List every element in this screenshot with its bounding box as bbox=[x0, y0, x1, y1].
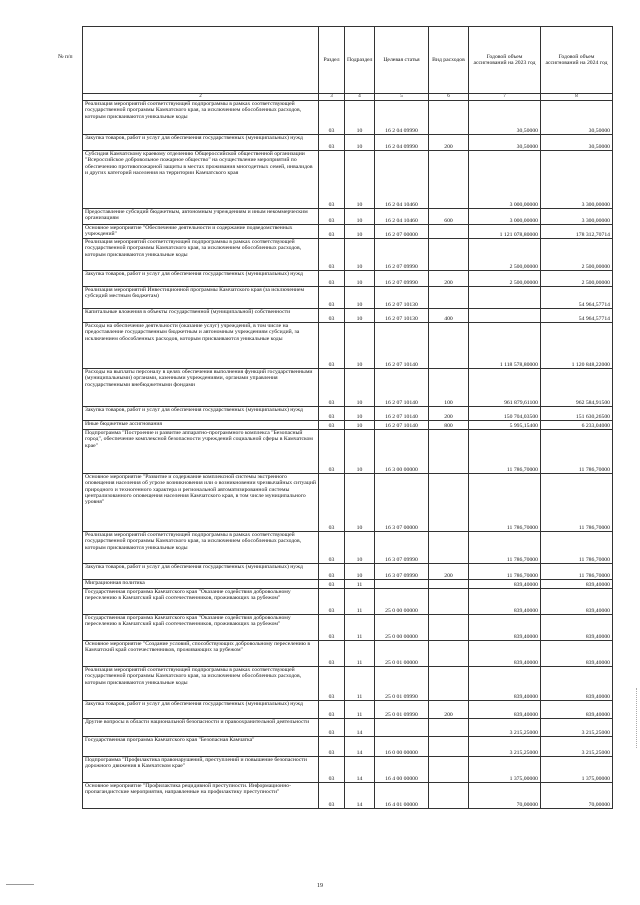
cell-y2024: 3 300,00000 bbox=[541, 209, 613, 225]
cell-statya bbox=[375, 580, 429, 589]
cell-y2023 bbox=[469, 309, 541, 323]
cell-razdel: 03 bbox=[319, 615, 345, 641]
cell-vid: 600 bbox=[429, 209, 469, 225]
cell-vid bbox=[429, 532, 469, 564]
cell-name: Закупка товаров, работ и услуг для обеспечения государственных (муниципальных) нужд bbox=[83, 407, 319, 421]
cell-statya: 16 2 07 10140 bbox=[375, 323, 429, 369]
cell-statya: 16 0 00 00000 bbox=[375, 737, 429, 757]
page-number: 19 bbox=[317, 883, 323, 889]
cell-y2024: 151 630,26500 bbox=[541, 407, 613, 421]
cell-podrazdel: 11 bbox=[345, 641, 375, 667]
column-number: 2 bbox=[83, 94, 319, 101]
cell-vid bbox=[429, 323, 469, 369]
cell-podrazdel: 10 bbox=[345, 135, 375, 151]
cell-podrazdel: 10 bbox=[345, 323, 375, 369]
cell-y2023: 11 786,70000 bbox=[469, 532, 541, 564]
cell-name: Закупка товаров, работ и услуг для обеспечения государственных (муниципальных) нужд bbox=[83, 271, 319, 287]
cell-statya: 16 2 07 10130 bbox=[375, 309, 429, 323]
column-number: 3 bbox=[319, 94, 345, 101]
cell-name: Закупка товаров, работ и услуг для обеспечения государственных (муниципальных) нужд bbox=[83, 135, 319, 151]
table-row bbox=[83, 719, 613, 737]
cell-y2024: 54 964,57714 bbox=[541, 287, 613, 309]
cell-y2024: 178 312,70714 bbox=[541, 225, 613, 239]
table-row bbox=[83, 737, 613, 757]
cell-statya: 25 0 01 09990 bbox=[375, 667, 429, 701]
cell-y2024: 30,50000 bbox=[541, 135, 613, 151]
cell-y2024: 11 786,70000 bbox=[541, 564, 613, 580]
cell-statya: 16 2 07 00000 bbox=[375, 225, 429, 239]
cell-razdel: 03 bbox=[319, 701, 345, 719]
cell-statya: 16 4 01 00000 bbox=[375, 783, 429, 809]
cell-razdel: 03 bbox=[319, 101, 345, 135]
cell-y2024: 839,40000 bbox=[541, 701, 613, 719]
cell-name: Предоставление субсидий бюджетным, автономным учреждениям и иным некоммерческим организациям bbox=[83, 209, 319, 225]
cell-statya: 16 3 07 09990 bbox=[375, 532, 429, 564]
cell-y2024: 1 375,00000 bbox=[541, 757, 613, 783]
cell-name: Реализация мероприятий соответствующей подпрограммы в рамках соответствующей государственной программы Камчатского края, за исключением обособленных расходов, которым присваиваются уникальные коды bbox=[83, 101, 319, 135]
cell-podrazdel: 11 bbox=[345, 580, 375, 589]
cell-razdel: 03 bbox=[319, 564, 345, 580]
cell-podrazdel: 10 bbox=[345, 309, 375, 323]
cell-y2024: 11 786,70000 bbox=[541, 532, 613, 564]
header-2024: Годовой объем ассигнований на 2024 год bbox=[541, 27, 613, 94]
cell-y2023: 839,40000 bbox=[469, 641, 541, 667]
header-podrazdel: Подраздел bbox=[345, 27, 375, 94]
cell-podrazdel: 10 bbox=[345, 287, 375, 309]
cell-name: Иные бюджетные ассигнования bbox=[83, 421, 319, 430]
cell-podrazdel: 10 bbox=[345, 564, 375, 580]
cell-statya: 16 2 07 10140 bbox=[375, 421, 429, 430]
cell-razdel: 03 bbox=[319, 309, 345, 323]
cell-y2024: 11 786,70000 bbox=[541, 474, 613, 532]
cell-y2023: 839,40000 bbox=[469, 589, 541, 615]
cell-vid bbox=[429, 287, 469, 309]
cell-y2024: 839,40000 bbox=[541, 641, 613, 667]
cell-statya: 16 4 00 00000 bbox=[375, 757, 429, 783]
cell-y2024: 6 233,04000 bbox=[541, 421, 613, 430]
cell-y2023: 3 000,00000 bbox=[469, 209, 541, 225]
cell-vid: 200 bbox=[429, 271, 469, 287]
table-row bbox=[83, 667, 613, 701]
cell-y2023: 1 118 578,80000 bbox=[469, 323, 541, 369]
cell-y2023: 11 786,70000 bbox=[469, 474, 541, 532]
cell-y2024: 70,00000 bbox=[541, 783, 613, 809]
column-number: 7 bbox=[469, 94, 541, 101]
table-row bbox=[83, 135, 613, 151]
cell-name: Реализация мероприятий соответствующей подпрограммы в рамках соответствующей государственной программы Камчатского края, за исключением обособленных расходов, которым присваиваются уникальные коды bbox=[83, 239, 319, 271]
table-row bbox=[83, 641, 613, 667]
cell-y2023: 3 215,25000 bbox=[469, 719, 541, 737]
cell-razdel: 03 bbox=[319, 532, 345, 564]
cell-podrazdel: 11 bbox=[345, 615, 375, 641]
cell-vid bbox=[429, 474, 469, 532]
cell-name: Реализация мероприятий соответствующей подпрограммы в рамках соответствующей государственной программы Камчатского края, за исключением обособленных расходов, которым присваиваются уникальные коды bbox=[83, 667, 319, 701]
table-row bbox=[83, 323, 613, 369]
cell-name: Капитальные вложения в объекты государственной (муниципальной) собственности bbox=[83, 309, 319, 323]
table-row bbox=[83, 783, 613, 809]
cell-y2023: 3 215,25000 bbox=[469, 737, 541, 757]
cell-vid bbox=[429, 719, 469, 737]
cell-name: Государственная программа Камчатского края "Оказание содействия добровольному переселению в Камчатский край соотечественников, проживающих за рубежом" bbox=[83, 615, 319, 641]
cell-vid: 200 bbox=[429, 564, 469, 580]
cell-y2023: 11 786,70000 bbox=[469, 430, 541, 474]
cell-name: Закупка товаров, работ и услуг для обеспечения государственных (муниципальных) нужд bbox=[83, 564, 319, 580]
cell-razdel: 03 bbox=[319, 209, 345, 225]
cell-statya bbox=[375, 719, 429, 737]
cell-podrazdel: 10 bbox=[345, 239, 375, 271]
cell-razdel: 03 bbox=[319, 641, 345, 667]
cell-y2024: 839,40000 bbox=[541, 667, 613, 701]
table-row bbox=[83, 421, 613, 430]
table-row bbox=[83, 701, 613, 719]
cell-razdel: 03 bbox=[319, 589, 345, 615]
cell-vid: 100 bbox=[429, 369, 469, 407]
cell-y2024: 839,40000 bbox=[541, 615, 613, 641]
table-row bbox=[83, 151, 613, 209]
cell-vid: 200 bbox=[429, 701, 469, 719]
cell-y2024: 1 120 848,22000 bbox=[541, 323, 613, 369]
cell-razdel: 03 bbox=[319, 151, 345, 209]
cell-razdel: 03 bbox=[319, 225, 345, 239]
table-row bbox=[83, 532, 613, 564]
cell-vid bbox=[429, 225, 469, 239]
header-name bbox=[83, 27, 319, 94]
cell-y2023 bbox=[469, 287, 541, 309]
cell-vid bbox=[429, 580, 469, 589]
cell-name: Реализация мероприятий Инвестиционной программы Камчатского края (за исключением субсидий местным бюджетам) bbox=[83, 287, 319, 309]
cell-y2023: 70,00000 bbox=[469, 783, 541, 809]
cell-y2024: 3 215,25000 bbox=[541, 737, 613, 757]
cell-name: Другие вопросы в области национальной безопасности и правоохранительной деятельности bbox=[83, 719, 319, 737]
cell-name: Реализация мероприятий соответствующей подпрограммы в рамках соответствующей государственной программы Камчатского края, за исключением обособленных расходов, которым присваиваются уникальные коды bbox=[83, 532, 319, 564]
table-row bbox=[83, 239, 613, 271]
cell-vid bbox=[429, 667, 469, 701]
cell-y2023: 839,40000 bbox=[469, 615, 541, 641]
cell-razdel: 03 bbox=[319, 421, 345, 430]
cell-podrazdel: 10 bbox=[345, 225, 375, 239]
cell-statya: 16 3 07 09990 bbox=[375, 564, 429, 580]
cell-y2024: 11 786,70000 bbox=[541, 430, 613, 474]
cell-y2024: 2 500,00000 bbox=[541, 239, 613, 271]
cell-statya: 16 2 04 09990 bbox=[375, 101, 429, 135]
cell-y2023: 1 121 078,80000 bbox=[469, 225, 541, 239]
cell-vid: 200 bbox=[429, 407, 469, 421]
cell-y2023: 30,50000 bbox=[469, 101, 541, 135]
cell-vid bbox=[429, 783, 469, 809]
header-vid: Вид расходов bbox=[429, 27, 469, 94]
cell-podrazdel: 10 bbox=[345, 369, 375, 407]
cell-statya: 16 2 04 10460 bbox=[375, 151, 429, 209]
cell-podrazdel: 10 bbox=[345, 151, 375, 209]
cell-y2024: 2 500,00000 bbox=[541, 271, 613, 287]
cell-statya: 16 2 07 10140 bbox=[375, 369, 429, 407]
cell-y2024: 839,40000 bbox=[541, 589, 613, 615]
column-number: 5 bbox=[375, 94, 429, 101]
cell-y2024: 3 300,00000 bbox=[541, 151, 613, 209]
cell-y2023: 2 500,00000 bbox=[469, 271, 541, 287]
cell-vid bbox=[429, 757, 469, 783]
cell-y2023: 839,40000 bbox=[469, 701, 541, 719]
cell-vid bbox=[429, 737, 469, 757]
cell-podrazdel: 10 bbox=[345, 532, 375, 564]
cell-y2023: 2 500,00000 bbox=[469, 239, 541, 271]
cell-y2024: 3 215,25000 bbox=[541, 719, 613, 737]
cell-razdel: 03 bbox=[319, 737, 345, 757]
cell-y2023: 961 879,61100 bbox=[469, 369, 541, 407]
cell-razdel: 03 bbox=[319, 667, 345, 701]
cell-name: Основное мероприятие "Развитие и содержание комплексной системы экстренного оповещения населения об угрозе возникновения или о возникновении чрезвычайных ситуаций природного и техногенного характера и региональной автоматизированной системы централизованного оповещения населения Камчатского края, в том числе муниципального уровня" bbox=[83, 474, 319, 532]
cell-name: Основное мероприятие "Профилактика рецидивной преступности. Информационно-пропагандистские мероприятия, направленные на профилактику преступности" bbox=[83, 783, 319, 809]
cell-razdel: 03 bbox=[319, 239, 345, 271]
cell-vid bbox=[429, 615, 469, 641]
cell-statya: 25 0 00 00000 bbox=[375, 615, 429, 641]
table-row bbox=[83, 564, 613, 580]
cell-name: Подпрограмма "Построение и развитие аппаратно-программного комплекса "Безопасный город", обеспечение комплексной безопасности учреждений социальной сферы в Камчатском крае" bbox=[83, 430, 319, 474]
cell-podrazdel: 14 bbox=[345, 737, 375, 757]
cell-y2023: 5 995,15400 bbox=[469, 421, 541, 430]
cell-razdel: 03 bbox=[319, 474, 345, 532]
cell-name: Подпрограмма "Профилактика правонарушений, преступлений и повышение безопасности дорожного движения в Камчатском крае" bbox=[83, 757, 319, 783]
cell-statya: 16 2 07 09990 bbox=[375, 239, 429, 271]
cell-name: Миграционная политика bbox=[83, 580, 319, 589]
cell-statya: 25 0 01 09990 bbox=[375, 701, 429, 719]
table-row bbox=[83, 287, 613, 309]
cell-statya: 16 3 07 00000 bbox=[375, 474, 429, 532]
cell-razdel: 03 bbox=[319, 757, 345, 783]
table-row bbox=[83, 225, 613, 239]
cell-podrazdel: 14 bbox=[345, 757, 375, 783]
header-row bbox=[83, 27, 613, 94]
header-2023: Годовой объем ассигнований на 2023 год bbox=[469, 27, 541, 94]
cell-statya: 25 0 01 00000 bbox=[375, 641, 429, 667]
cell-podrazdel: 10 bbox=[345, 209, 375, 225]
column-number: 8 bbox=[541, 94, 613, 101]
table-row bbox=[83, 369, 613, 407]
table-row bbox=[83, 407, 613, 421]
cell-statya: 16 2 04 09990 bbox=[375, 135, 429, 151]
cell-vid bbox=[429, 101, 469, 135]
cell-y2023: 150 704,03500 bbox=[469, 407, 541, 421]
cell-name: Основное мероприятие "Обеспечение деятельности и содержание подведомственных учреждений" bbox=[83, 225, 319, 239]
budget-table-sheet bbox=[82, 26, 612, 809]
cell-y2024: 839,40000 bbox=[541, 580, 613, 589]
cell-podrazdel: 14 bbox=[345, 719, 375, 737]
cell-vid bbox=[429, 430, 469, 474]
cell-y2024: 962 584,91500 bbox=[541, 369, 613, 407]
cell-podrazdel: 10 bbox=[345, 271, 375, 287]
cell-statya: 25 0 00 00000 bbox=[375, 589, 429, 615]
cell-razdel: 03 bbox=[319, 719, 345, 737]
column-number-row bbox=[83, 94, 613, 101]
cell-razdel: 03 bbox=[319, 271, 345, 287]
cell-vid: 200 bbox=[429, 135, 469, 151]
cell-podrazdel: 10 bbox=[345, 430, 375, 474]
cell-statya: 16 3 00 00000 bbox=[375, 430, 429, 474]
cell-y2023: 3 000,00000 bbox=[469, 151, 541, 209]
cell-podrazdel: 11 bbox=[345, 589, 375, 615]
cell-razdel: 03 bbox=[319, 323, 345, 369]
cell-razdel: 03 bbox=[319, 287, 345, 309]
cell-y2023: 11 786,70000 bbox=[469, 564, 541, 580]
cell-name: Государственная программа Камчатского края "Оказание содействия добровольному переселению в Камчатский край соотечественников, проживающих за рубежом" bbox=[83, 589, 319, 615]
margin-mark bbox=[636, 688, 638, 748]
cell-y2023: 30,50000 bbox=[469, 135, 541, 151]
table-row bbox=[83, 580, 613, 589]
table-row bbox=[83, 589, 613, 615]
cell-vid bbox=[429, 239, 469, 271]
table-row bbox=[83, 430, 613, 474]
cell-razdel: 03 bbox=[319, 369, 345, 407]
cell-vid: 400 bbox=[429, 309, 469, 323]
cell-razdel: 03 bbox=[319, 135, 345, 151]
cell-podrazdel: 14 bbox=[345, 783, 375, 809]
header-razdel: Раздел bbox=[319, 27, 345, 94]
header-statya: Целевая статья bbox=[375, 27, 429, 94]
cell-podrazdel: 10 bbox=[345, 421, 375, 430]
table-row bbox=[83, 271, 613, 287]
cell-name: Субсидия Камчатскому краевому отделению Общероссийской общественной организации "Всероссийское добровольное пожарное общество" на осуществление мероприятий по обеспечению противопожарной защиты в местах проживания многодетных семей, инвалидов и других категорий населения на территории Камчатского края bbox=[83, 151, 319, 209]
cell-y2024: 30,50000 bbox=[541, 101, 613, 135]
cell-vid bbox=[429, 151, 469, 209]
table-row bbox=[83, 474, 613, 532]
cell-podrazdel: 10 bbox=[345, 407, 375, 421]
cell-statya: 16 2 07 10130 bbox=[375, 287, 429, 309]
cell-statya: 16 2 07 10140 bbox=[375, 407, 429, 421]
cell-vid bbox=[429, 589, 469, 615]
cell-name: Расходы на выплаты персоналу в целях обеспечения выполнения функций государственными (муниципальными) органами, казенными учреждениями, органами управления государственными внебюджетными фондами bbox=[83, 369, 319, 407]
cell-podrazdel: 10 bbox=[345, 474, 375, 532]
cell-y2023: 839,40000 bbox=[469, 580, 541, 589]
cell-razdel: 03 bbox=[319, 407, 345, 421]
cell-statya: 16 2 04 10460 bbox=[375, 209, 429, 225]
row-number-header: № п/п bbox=[58, 54, 73, 60]
cell-name: Расходы на обеспечение деятельности (оказание услуг) учреждений, в том числе на предоставление государственным бюджетным и автономным учреждениям субсидий, за исключением обособленных расходов, которым присваиваются уникальные коды bbox=[83, 323, 319, 369]
cell-podrazdel: 10 bbox=[345, 101, 375, 135]
cell-razdel: 03 bbox=[319, 580, 345, 589]
cell-y2023: 1 375,00000 bbox=[469, 757, 541, 783]
cell-vid: 800 bbox=[429, 421, 469, 430]
column-number: 6 bbox=[429, 94, 469, 101]
budget-table bbox=[82, 26, 613, 809]
cell-y2023: 839,40000 bbox=[469, 667, 541, 701]
table-row bbox=[83, 101, 613, 135]
cell-podrazdel: 11 bbox=[345, 667, 375, 701]
cell-y2024: 54 964,57714 bbox=[541, 309, 613, 323]
cell-razdel: 03 bbox=[319, 430, 345, 474]
cell-vid bbox=[429, 641, 469, 667]
footer-mark bbox=[6, 884, 34, 885]
table-row bbox=[83, 757, 613, 783]
cell-razdel: 03 bbox=[319, 783, 345, 809]
cell-podrazdel: 11 bbox=[345, 701, 375, 719]
cell-name: Основное мероприятие "Создание условий, способствующих добровольному переселению в Камчатский край соотечественников, проживающих за рубежом" bbox=[83, 641, 319, 667]
cell-name: Государственная программа Камчатского края "Безопасная Камчатка" bbox=[83, 737, 319, 757]
cell-name: Закупка товаров, работ и услуг для обеспечения государственных (муниципальных) нужд bbox=[83, 701, 319, 719]
table-row bbox=[83, 309, 613, 323]
table-row bbox=[83, 615, 613, 641]
table-row bbox=[83, 209, 613, 225]
column-number: 4 bbox=[345, 94, 375, 101]
cell-statya: 16 2 07 09990 bbox=[375, 271, 429, 287]
